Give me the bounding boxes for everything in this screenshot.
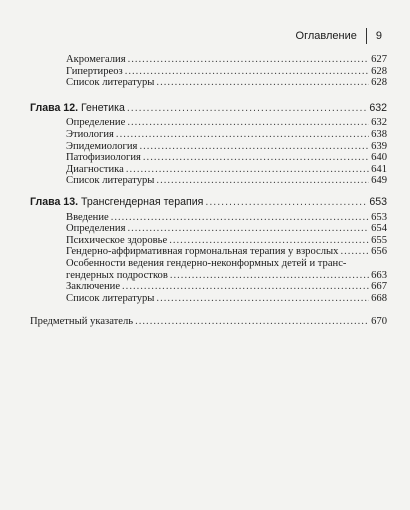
toc-entry[interactable]: Патофизиология ..... 640 — [30, 152, 387, 164]
toc-entry-multiline[interactable]: Особенности ведения гендерно-неконформных детей и транс- гендерных подростков ..... 663 — [30, 258, 387, 281]
toc-entry[interactable]: Заключение ..... 667 — [30, 281, 387, 293]
toc-entry[interactable]: Определения ..... 654 — [30, 223, 387, 235]
toc-entry[interactable]: Список литературы ..... 649 — [30, 175, 387, 187]
toc-entry[interactable]: Акромегалия ..... 627 — [30, 54, 387, 66]
toc-entry[interactable]: Психическое здоровье ..... 655 — [30, 235, 387, 247]
section-title: Оглавление — [295, 30, 357, 42]
toc-entry[interactable]: Список литературы ..... 628 — [30, 77, 387, 89]
toc-entry[interactable]: Диагностика ..... 641 — [30, 164, 387, 176]
toc-entry[interactable]: Эпидемиология ..... 639 — [30, 141, 387, 153]
subject-index-entry[interactable]: Предметный указатель ..... 670 — [30, 316, 387, 328]
toc-entry[interactable]: Введение ..... 653 — [30, 212, 387, 224]
page-header — [296, 28, 382, 44]
header-divider — [366, 28, 367, 44]
toc-entry[interactable]: Определение ..... 632 — [30, 117, 387, 129]
page-number: 9 — [375, 30, 382, 42]
toc-entry[interactable]: Список литературы ..... 668 — [30, 293, 387, 305]
table-of-contents — [30, 54, 387, 328]
chapter-12-heading[interactable]: Глава 12. Генетика ..... 632 — [30, 103, 387, 115]
toc-entry[interactable]: Этиология ..... 638 — [30, 129, 387, 141]
toc-entry[interactable]: Гендерно-аффирмативная гормональная терапия у взрослых ..... 656 — [30, 246, 387, 258]
chapter-13-heading[interactable]: Глава 13. Трансгендерная терапия ..... 653 — [30, 197, 387, 209]
toc-entry[interactable]: Гипертиреоз ..... 628 — [30, 66, 387, 78]
